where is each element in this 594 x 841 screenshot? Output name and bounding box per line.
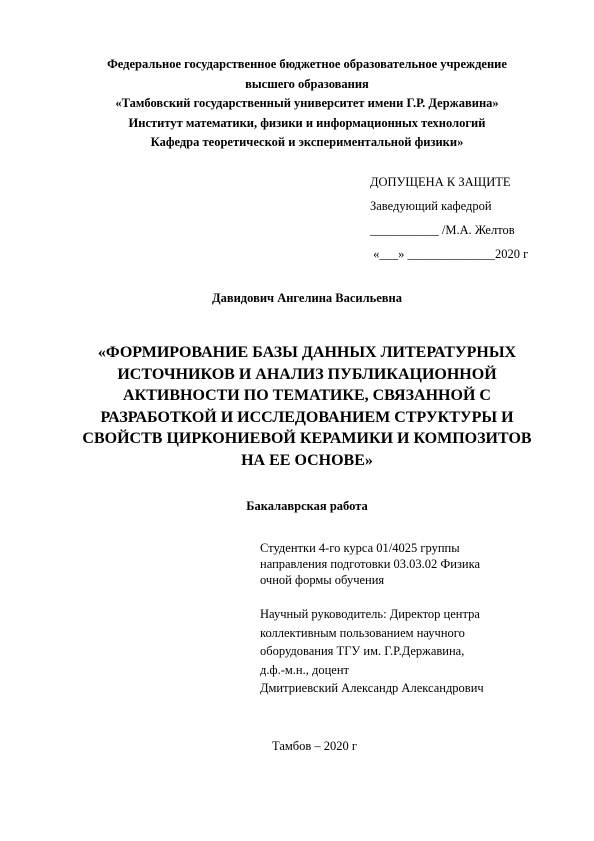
thesis-title-line: НА ЕЕ ОСНОВЕ»: [241, 451, 373, 469]
supervisor-info: [260, 605, 580, 698]
supervisor-info-line: оборудования ТГУ им. Г.Р.Державина,: [260, 644, 465, 658]
approval-block: [370, 170, 580, 266]
header-line-ministry: Федеральное государственное бюджетное образовательное учреждение: [107, 57, 507, 71]
institution-header: [60, 55, 554, 153]
supervisor-info-line: коллективным пользованием научного: [260, 625, 465, 640]
approval-date-line: «___» ______________2020 г: [370, 247, 529, 261]
work-type: Бакалаврская работа: [246, 499, 368, 513]
thesis-title-line: «ФОРМИРОВАНИЕ БАЗЫ ДАННЫХ ЛИТЕРАТУРНЫХ: [97, 344, 517, 361]
author-name: Давидович Ангелина Васильевна: [212, 291, 402, 305]
student-info-line: очной формы обучения: [260, 573, 385, 587]
approval-signature-line: ___________ /М.А. Желтов: [370, 223, 515, 237]
header-line-university: «Тамбовский государственный университет имени Г.Р. Державина»: [115, 96, 499, 110]
approval-status: ДОПУЩЕНА К ЗАЩИТЕ: [370, 175, 511, 189]
thesis-title: [40, 342, 574, 471]
thesis-title-line: РАЗРАБОТКОЙ И ИССЛЕДОВАНИЕМ СТРУКТУРЫ И: [100, 408, 514, 426]
thesis-title-line: СВОЙСТВ ЦИРКОНИЕВОЙ КЕРАМИКИ И КОМПОЗИТОВ: [82, 430, 532, 447]
header-line-institute: Институт математики, физики и информационных технологий: [128, 115, 486, 130]
approval-role: Заведующий кафедрой: [370, 199, 492, 213]
student-info-line: направления подготовки 03.03.02 Физика: [260, 557, 481, 571]
student-info-line: Студентки 4-го курса 01/4025 группы: [260, 541, 460, 555]
footer-city-year: Тамбов – 2020 г: [272, 739, 358, 753]
supervisor-info-line: д.ф.-м.н., доцент: [260, 662, 349, 677]
student-info: [260, 540, 580, 588]
supervisor-info-line: Научный руководитель: Директор центра: [260, 607, 480, 621]
header-line-department: Кафедра теоретической и экспериментальной физики»: [150, 135, 464, 149]
supervisor-info-line: Дмитриевский Александр Александрович: [260, 681, 484, 695]
thesis-title-line: АКТИВНОСТИ ПО ТЕМАТИКЕ, СВЯЗАННОЙ С: [123, 387, 491, 404]
header-line-education-level: высшего образования: [245, 76, 369, 91]
thesis-title-line: ИСТОЧНИКОВ И АНАЛИЗ ПУБЛИКАЦИОННОЙ: [117, 365, 497, 383]
